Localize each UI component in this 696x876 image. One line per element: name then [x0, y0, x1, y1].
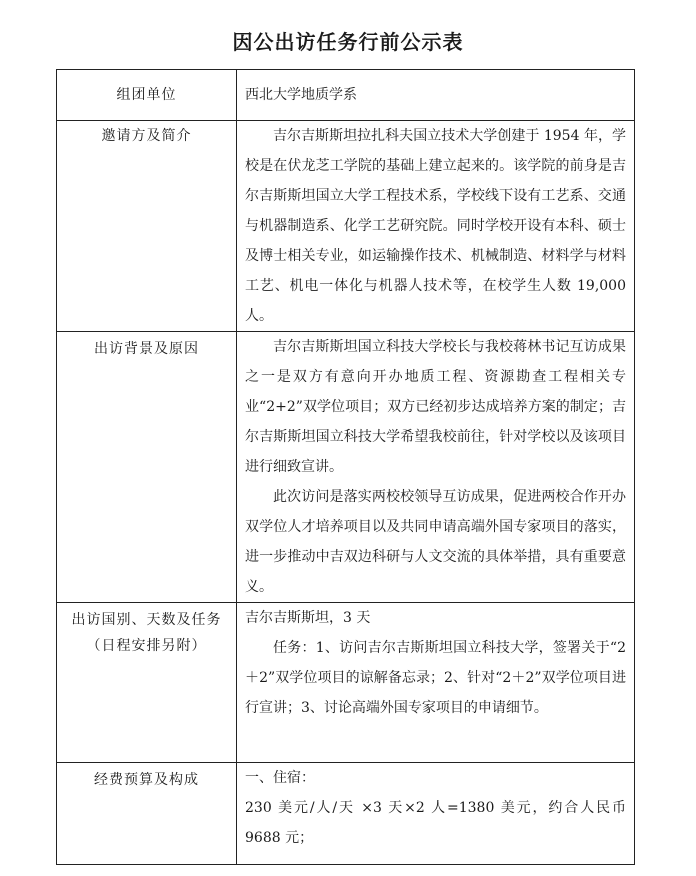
value-cell-inviter	[237, 121, 635, 332]
budget-line2: 230 美元/人/天 ×3 天×2 人=1380 美元，约合人民币 9688 元；	[245, 800, 626, 846]
value-cell-unit	[237, 70, 635, 121]
value-cell-budget	[237, 763, 635, 865]
page-title: 因公出访任务行前公示表	[232, 30, 464, 54]
table-row-background	[57, 332, 635, 603]
table-row-unit	[57, 70, 635, 121]
destination-line1: 吉尔吉斯斯坦，3 天	[245, 610, 371, 626]
label-cell-destination	[57, 603, 237, 763]
label-unit: 组团单位	[116, 87, 177, 103]
table-row-inviter	[57, 121, 635, 332]
table-row-destination	[57, 603, 635, 763]
label-cell-inviter	[57, 121, 237, 332]
label-background: 出访背景及原因	[94, 341, 199, 357]
value-unit: 西北大学地质学系	[245, 87, 357, 103]
background-paragraph-2: 此次访问是落实两校校领导互访成果，促进两校合作开办双学位人才培养项目以及共同申请高端外国专家项目的落实，进一步推动中吉双边科研与人文交流的具体举措，具有重要意义。	[245, 489, 626, 595]
label-destination-line1: 出访国别、天数及任务	[71, 612, 222, 628]
label-inviter: 邀请方及简介	[101, 128, 192, 144]
label-budget: 经费预算及构成	[94, 772, 199, 788]
value-cell-destination	[237, 603, 635, 763]
disclosure-table	[56, 69, 635, 865]
label-destination-line2: （日程安排另附）	[86, 638, 207, 654]
label-cell-budget	[57, 763, 237, 865]
destination-paragraph: 任务：1、访问吉尔吉斯斯坦国立科技大学，签署关于“2＋2”双学位项目的谅解备忘录；2、针对“2＋2”双学位项目进行宣讲；3、讨论高端外国专家项目的申请细节。	[245, 640, 626, 716]
label-cell-unit	[57, 70, 237, 121]
table-row-budget	[57, 763, 635, 865]
value-cell-background	[237, 332, 635, 603]
background-paragraph-1: 吉尔吉斯斯坦国立科技大学校长与我校蒋林书记互访成果之一是双方有意向开办地质工程、资源勘查工程相关专业“2+2”双学位项目；双方已经初步达成培养方案的制定；吉尔吉斯斯坦国立科技大学希望我校前往，针对学校以及该项目进行细致宣讲。	[245, 339, 626, 475]
inviter-paragraph: 吉尔吉斯斯坦拉扎科夫国立技术大学创建于 1954 年，学校是在伏龙芝工学院的基础上建立起来的。该学院的前身是吉尔吉斯斯坦国立大学工程技术系，学校线下设有工艺系、交通与机器制造系、化学工艺研究院。同时学校开设有本科、硕士及博士相关专业，如运输操作技术、机械制造、材料学与材料工艺、机电一体化与机器人技术等，在校学生人数 19,000 人。	[245, 128, 626, 324]
budget-line1: 一、住宿：	[245, 770, 315, 786]
label-cell-background	[57, 332, 237, 603]
